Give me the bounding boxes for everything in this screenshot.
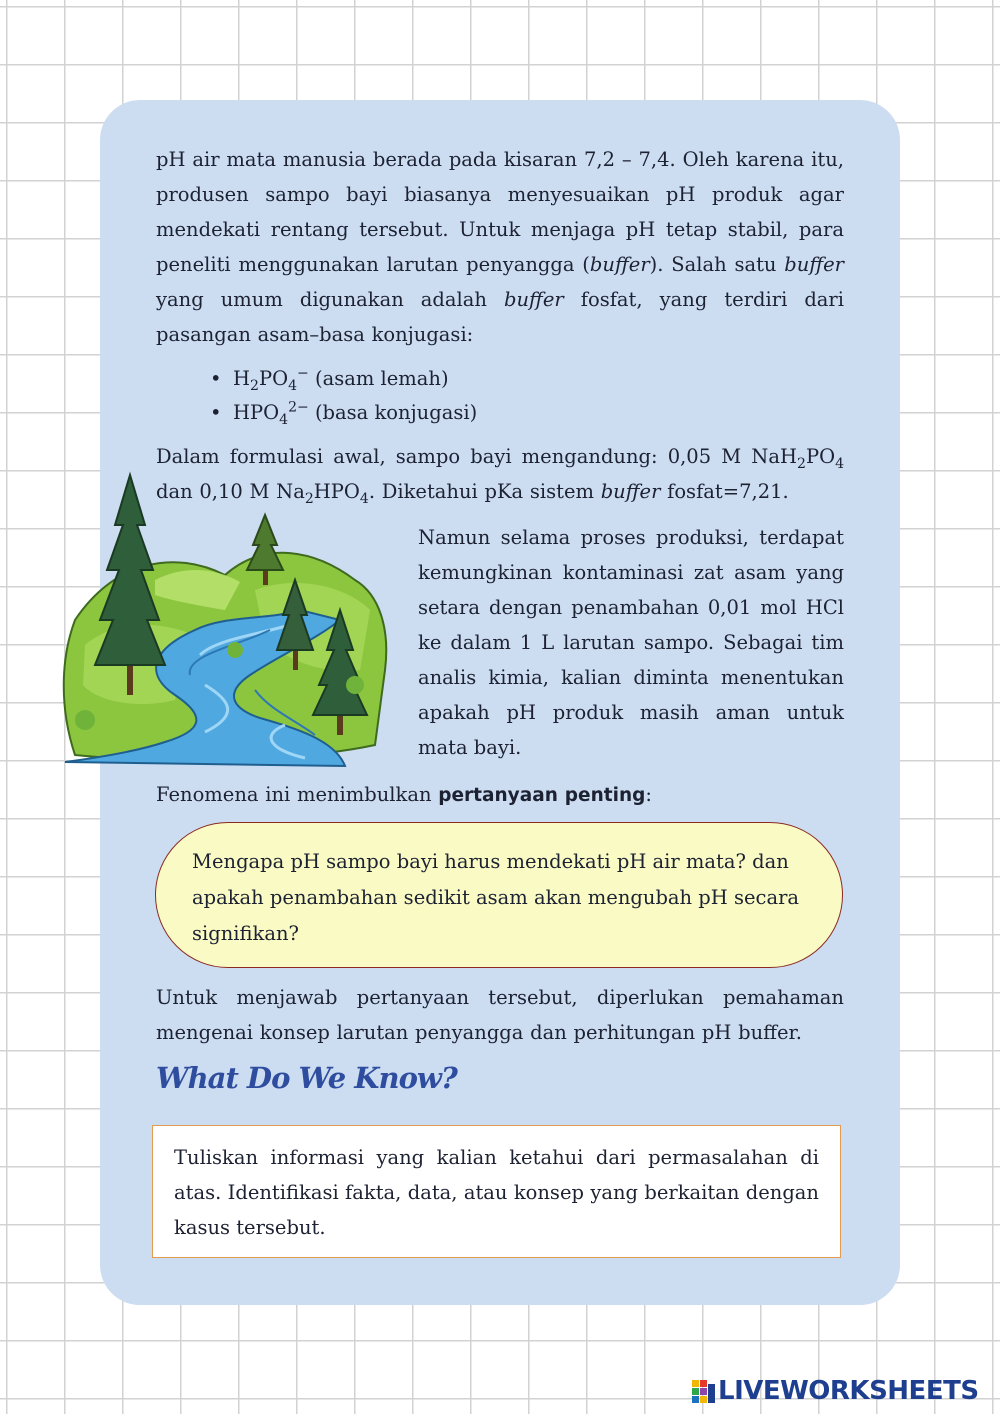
list-item: • $H_2PO_4^-$ (asam lemah) xyxy=(210,365,449,394)
task-instructions: Tuliskan informasi yang kalian ketahui dari permasalahan di atas. Identifikasi fakta, data, atau konsep yang berkaitan dengan kasus tersebut. xyxy=(174,1146,819,1239)
brand-name: LIVEWORKSHEETS xyxy=(718,1376,979,1406)
river-landscape-illustration xyxy=(55,470,400,770)
brand-logo xyxy=(692,1376,979,1406)
liveworksheets-logo-icon xyxy=(692,1378,716,1404)
phenomenon-sentence: Fenomena ini menimbulkan pertanyaan penting: xyxy=(156,783,652,806)
list-item: • $HPO_4^{2-}$ (basa konjugasi) xyxy=(210,399,478,428)
section-heading: What Do We Know? xyxy=(156,1061,457,1095)
intro-paragraph: pH air mata manusia berada pada kisaran 7,2 – 7,4. Oleh karena itu, produsen sampo bayi biasanya menyesuaikan pH produk agar mendekati rentang tersebut. Untuk menjaga pH tetap stabil, para peneliti menggunakan larutan penyangga (buffer). Salah satu buffer yang umum digunakan adalah buffer fosfat, yang terdiri dari pasangan asam–basa konjugasi: xyxy=(156,148,844,346)
answer-intro-paragraph: Untuk menjawab pertanyaan tersebut, diperlukan pemahaman mengenai konsep larutan penyangga dan perhitungan pH buffer. xyxy=(156,986,844,1044)
question-text: Mengapa pH sampo bayi harus mendekati pH air mata? dan apakah penambahan sedikit asam akan mengubah pH secara signifikan? xyxy=(192,850,800,945)
contamination-paragraph: Namun selama proses produksi, terdapat kemungkinan kontaminasi zat asam yang setara dengan penambahan 0,01 mol HCl ke dalam 1 L larutan sampo. Sebagai tim analis kimia, kalian diminta menentukan apakah pH produk masih aman untuk mata bayi. xyxy=(418,526,844,759)
conjugate-pair-list xyxy=(210,362,477,430)
formulation-paragraph: Dalam formulasi awal, sampo bayi mengandung: 0,05 M $NaH_2PO_4$ dan 0,10 M $Na_2HPO_4$. Diketahui pKa sistem buffer fosfat=7,21. xyxy=(156,445,844,507)
